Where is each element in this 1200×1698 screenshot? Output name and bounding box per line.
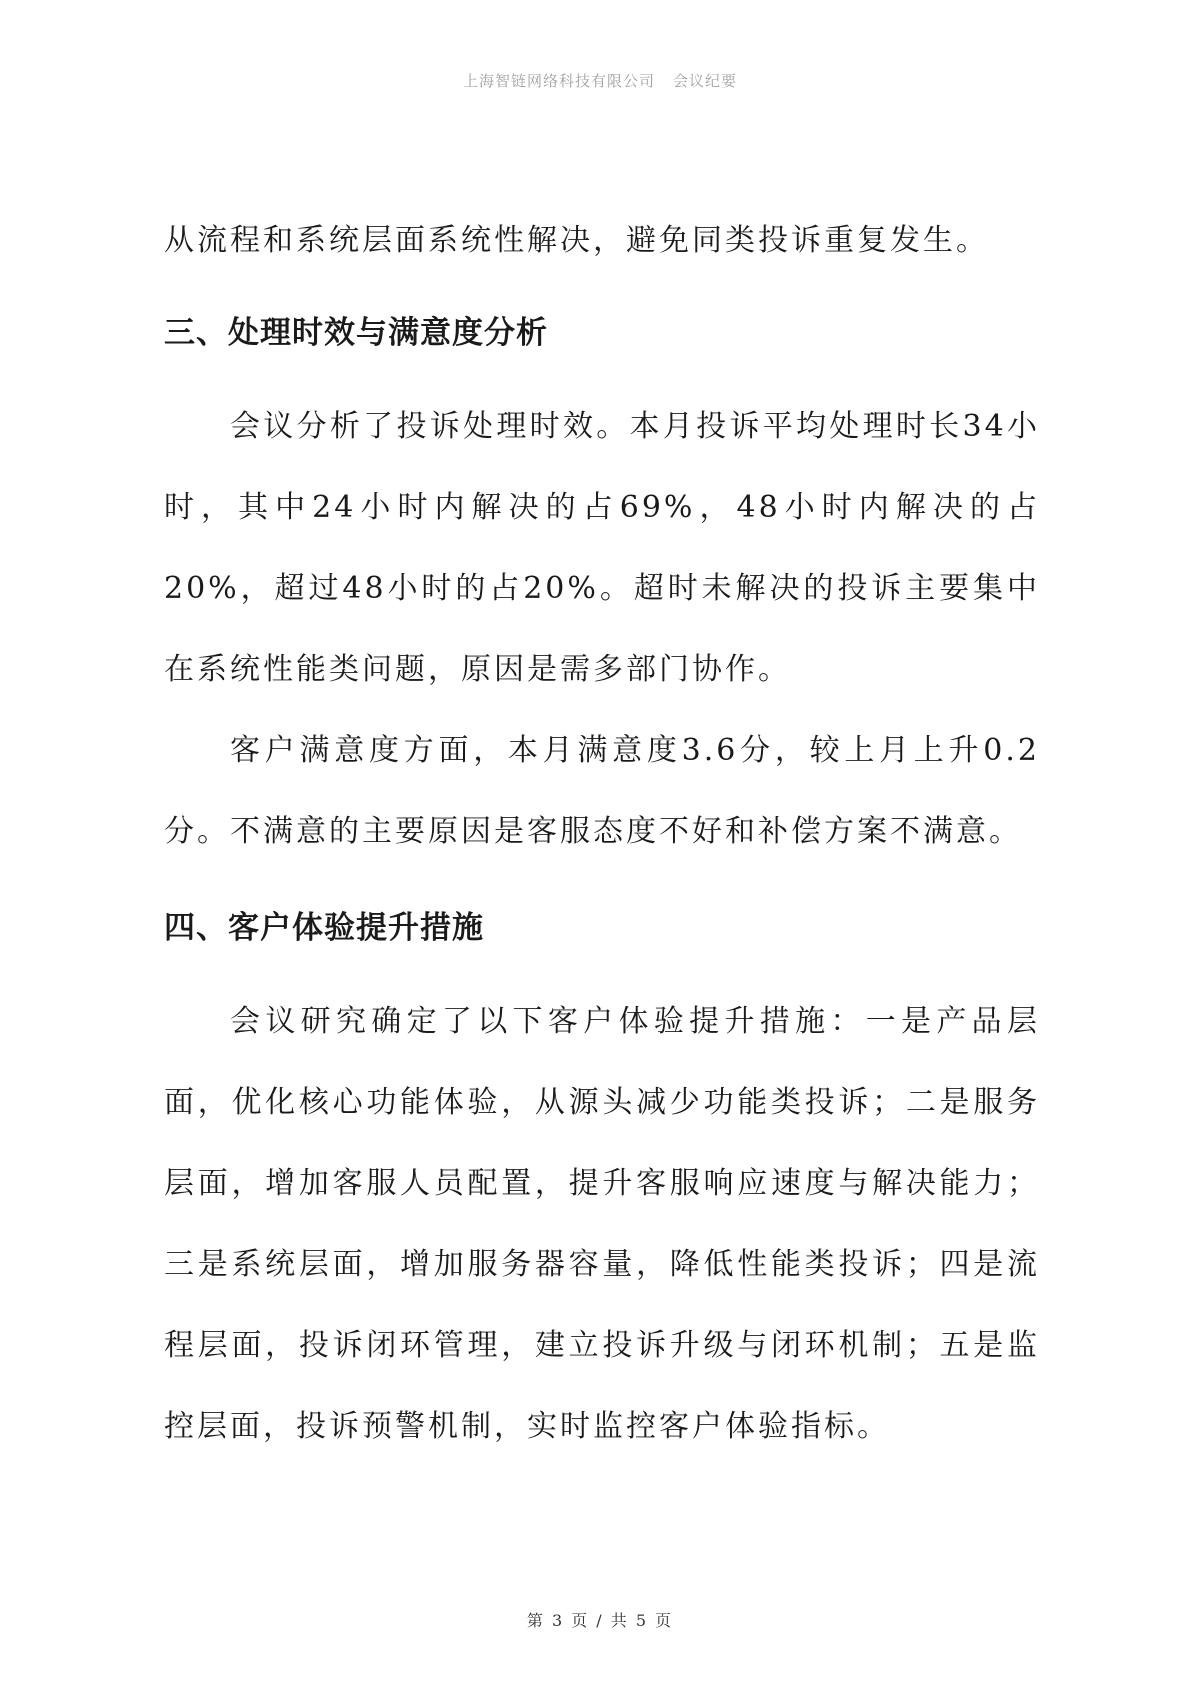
section-heading-3: 三、处理时效与满意度分析 [164, 315, 548, 351]
document-body [164, 200, 1040, 1467]
section-3-paragraph-2: 客户满意度方面，本月满意度3.6分，较上月上升0.2分。不满意的主要原因是客服态度不好和补偿方案不满意。 [164, 733, 1040, 849]
spacer [164, 374, 1040, 386]
spacer [164, 872, 1040, 888]
page-number: 第 3 页 / 共 5 页 [526, 1611, 674, 1630]
spacer [164, 969, 1040, 981]
section-heading-4: 四、客户体验提升措施 [164, 910, 484, 946]
continuation-paragraph: 从流程和系统层面系统性解决，避免同类投诉重复发生。 [164, 223, 989, 258]
header-company: 上海智链网络科技有限公司 [462, 72, 655, 90]
section-4-paragraph-1: 会议研究确定了以下客户体验提升措施：一是产品层面，优化核心功能体验，从源头减少功能类投诉；二是服务层面，增加客服人员配置，提升客服响应速度与解决能力；三是系统层面，增加服务器容量，降低性能类投诉；四是流程层面，投诉闭环管理，建立投诉升级与闭环机制；五是监控层面，投诉预警机制，实时监控客户体验指标。 [164, 1004, 1040, 1444]
spacer [164, 281, 1040, 293]
page-header [0, 70, 1200, 91]
header-doc-type: 会议纪要 [673, 72, 738, 90]
section-3-paragraph-1: 会议分析了投诉处理时效。本月投诉平均处理时长34小时，其中24小时内解决的占69%，48小时内解决的占20%，超过48小时的占20%。超时未解决的投诉主要集中在系统性能类问题，原因是需多部门协作。 [164, 409, 1040, 687]
